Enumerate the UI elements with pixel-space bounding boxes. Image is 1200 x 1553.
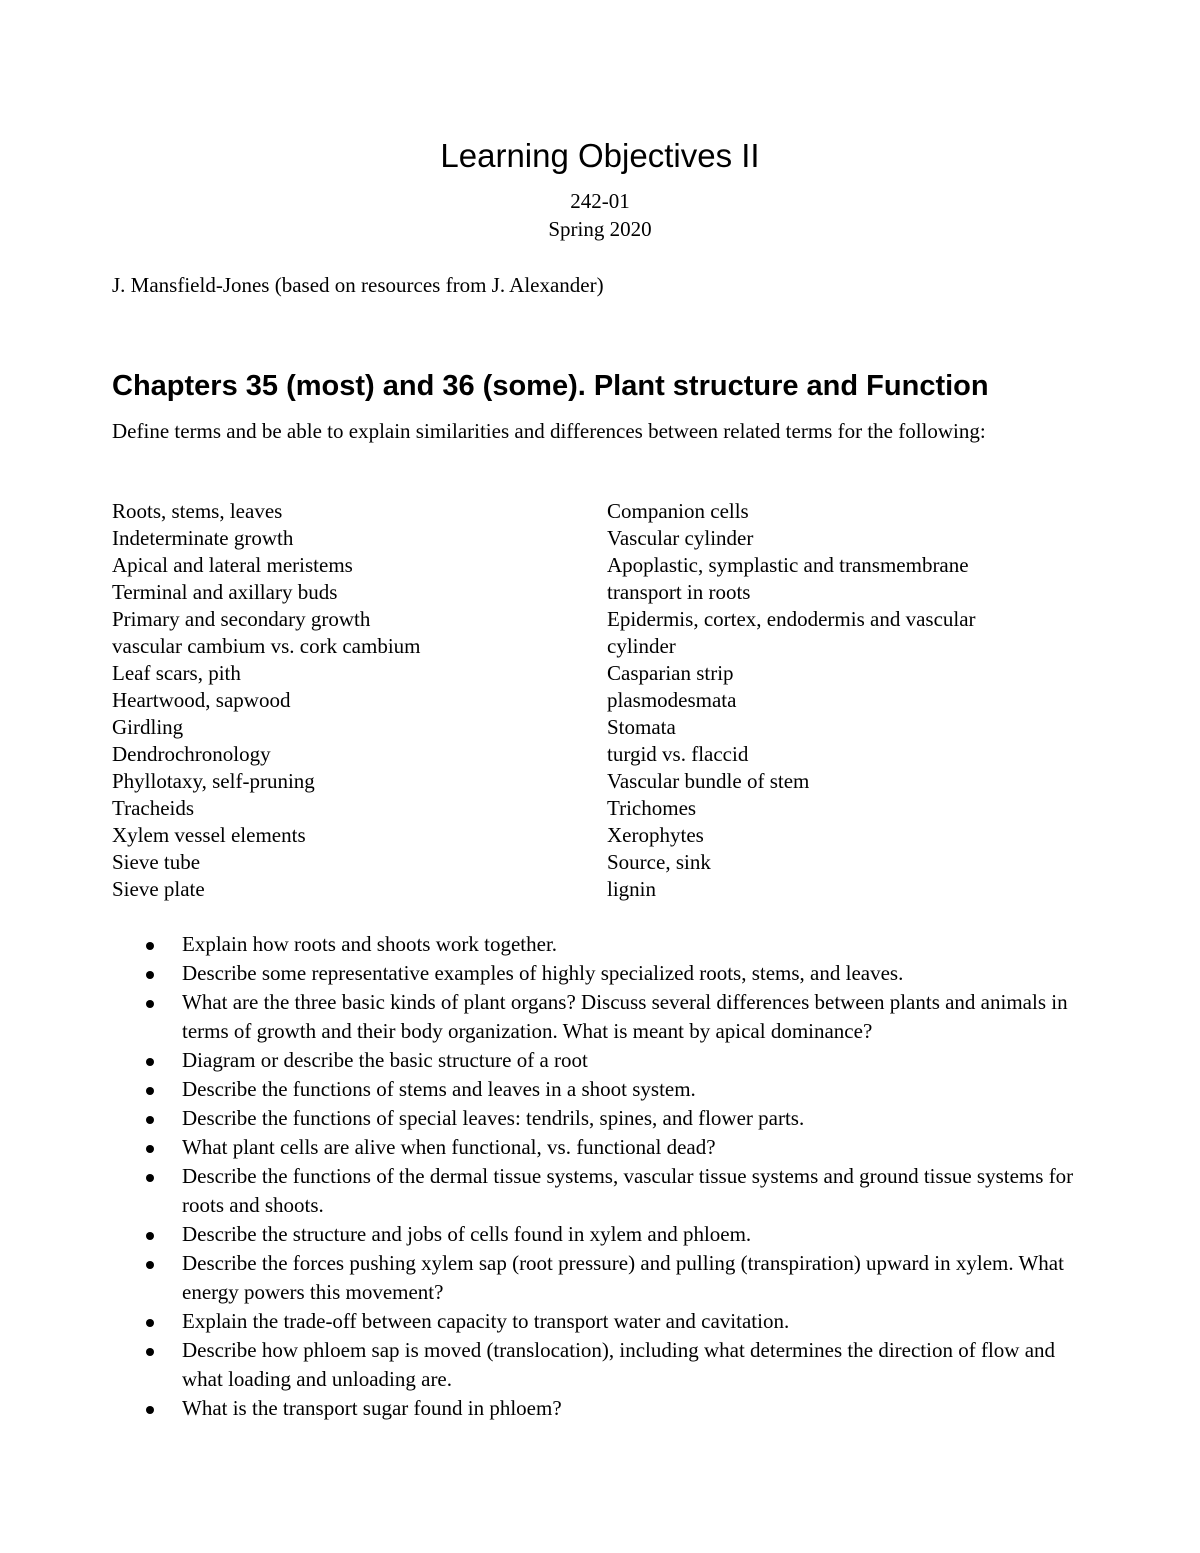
section-intro: Define terms and be able to explain similarities and differences between related terms for the following: bbox=[112, 419, 986, 443]
objective-item bbox=[112, 1133, 1097, 1162]
term-item: vascular cambium vs. cork cambium bbox=[112, 634, 421, 658]
terms-list-right bbox=[607, 498, 1067, 903]
term-item: Indeterminate growth bbox=[112, 526, 294, 550]
term-item: Xylem vessel elements bbox=[112, 823, 306, 847]
bullet-icon bbox=[146, 971, 154, 979]
objective-item bbox=[112, 1104, 1097, 1133]
objective-text: Describe how phloem sap is moved (translocation), including what determines the direction of flow and what loading and unloading are. bbox=[182, 1338, 1056, 1391]
bullet-icon bbox=[146, 1174, 154, 1182]
objective-item bbox=[112, 930, 1097, 959]
terms-list-left bbox=[112, 498, 572, 903]
term-item: Vascular bundle of stem bbox=[607, 769, 810, 793]
term-item: Leaf scars, pith bbox=[112, 661, 241, 685]
term-item: Xerophytes bbox=[607, 823, 704, 847]
term-item: Girdling bbox=[112, 715, 184, 739]
objective-item bbox=[112, 959, 1097, 988]
bullet-icon bbox=[146, 1261, 154, 1269]
objective-text: Describe the functions of the dermal tissue systems, vascular tissue systems and ground tissue systems for roots and shoots. bbox=[182, 1164, 1074, 1217]
term-item: lignin bbox=[607, 877, 657, 901]
bullet-icon bbox=[146, 1145, 154, 1153]
bullet-icon bbox=[146, 1232, 154, 1240]
bullet-icon bbox=[146, 1348, 154, 1356]
objective-item bbox=[112, 1220, 1097, 1249]
bullet-icon bbox=[146, 1087, 154, 1095]
objective-text: Diagram or describe the basic structure of a root bbox=[182, 1048, 588, 1072]
objective-item bbox=[112, 1075, 1097, 1104]
term-label: Spring 2020 bbox=[548, 217, 652, 241]
term-item: Phyllotaxy, self-pruning bbox=[112, 769, 315, 793]
term-item: Casparian strip bbox=[607, 661, 734, 685]
objective-item bbox=[112, 1394, 1097, 1423]
term-item: Tracheids bbox=[112, 796, 195, 820]
term-item: transport in roots bbox=[607, 580, 751, 604]
author-line: J. Mansfield-Jones (based on resources from J. Alexander) bbox=[112, 273, 604, 297]
objective-item bbox=[112, 1162, 1097, 1220]
document-title: Learning Objectives II bbox=[440, 137, 760, 174]
bullet-icon bbox=[146, 1000, 154, 1008]
term-item: Heartwood, sapwood bbox=[112, 688, 291, 712]
term-item: Roots, stems, leaves bbox=[112, 499, 283, 523]
objective-text: Describe the functions of stems and leaves in a shoot system. bbox=[182, 1077, 696, 1101]
term-item: Sieve plate bbox=[112, 877, 205, 901]
term-item: Companion cells bbox=[607, 499, 749, 523]
objective-text: Describe the structure and jobs of cells found in xylem and phloem. bbox=[182, 1222, 752, 1246]
objective-text: What is the transport sugar found in phloem? bbox=[182, 1396, 562, 1420]
term-item: plasmodesmata bbox=[607, 688, 737, 712]
term-item: cylinder bbox=[607, 634, 676, 658]
objective-text: What are the three basic kinds of plant organs? Discuss several differences between plants and animals in terms of growth and their body organization. What is meant by apical dominance? bbox=[182, 990, 1068, 1043]
term-item: Dendrochronology bbox=[112, 742, 271, 766]
objective-text: Describe the forces pushing xylem sap (root pressure) and pulling (transpiration) upward in xylem. What energy powers this movement? bbox=[182, 1251, 1064, 1304]
bullet-icon bbox=[146, 1116, 154, 1124]
course-number: 242-01 bbox=[570, 189, 630, 213]
objective-text: Explain the trade-off between capacity to transport water and cavitation. bbox=[182, 1309, 790, 1333]
objective-text: Explain how roots and shoots work together. bbox=[182, 932, 558, 956]
objective-item bbox=[112, 1249, 1097, 1307]
term-item: Vascular cylinder bbox=[607, 526, 754, 550]
objective-text: Describe the functions of special leaves: tendrils, spines, and flower parts. bbox=[182, 1106, 805, 1130]
objectives-list bbox=[112, 930, 1097, 1423]
objective-text: What plant cells are alive when functional, vs. functional dead? bbox=[182, 1135, 716, 1159]
term-item: Apical and lateral meristems bbox=[112, 553, 353, 577]
section-heading: Chapters 35 (most) and 36 (some). Plant structure and Function bbox=[112, 370, 989, 402]
term-item: Trichomes bbox=[607, 796, 697, 820]
term-item: Apoplastic, symplastic and transmembrane bbox=[607, 553, 969, 577]
objective-item bbox=[112, 1307, 1097, 1336]
term-item: Source, sink bbox=[607, 850, 711, 874]
bullet-icon bbox=[146, 1319, 154, 1327]
term-item: Stomata bbox=[607, 715, 676, 739]
objective-item bbox=[112, 1336, 1097, 1394]
objective-item bbox=[112, 988, 1097, 1046]
term-item: turgid vs. flaccid bbox=[607, 742, 749, 766]
term-item: Sieve tube bbox=[112, 850, 201, 874]
bullet-icon bbox=[146, 942, 154, 950]
term-item: Terminal and axillary buds bbox=[112, 580, 338, 604]
objective-item bbox=[112, 1046, 1097, 1075]
term-item: Primary and secondary growth bbox=[112, 607, 371, 631]
objective-text: Describe some representative examples of highly specialized roots, stems, and leaves. bbox=[182, 961, 904, 985]
bullet-icon bbox=[146, 1406, 154, 1414]
bullet-icon bbox=[146, 1058, 154, 1066]
term-item: Epidermis, cortex, endodermis and vascular bbox=[607, 607, 976, 631]
